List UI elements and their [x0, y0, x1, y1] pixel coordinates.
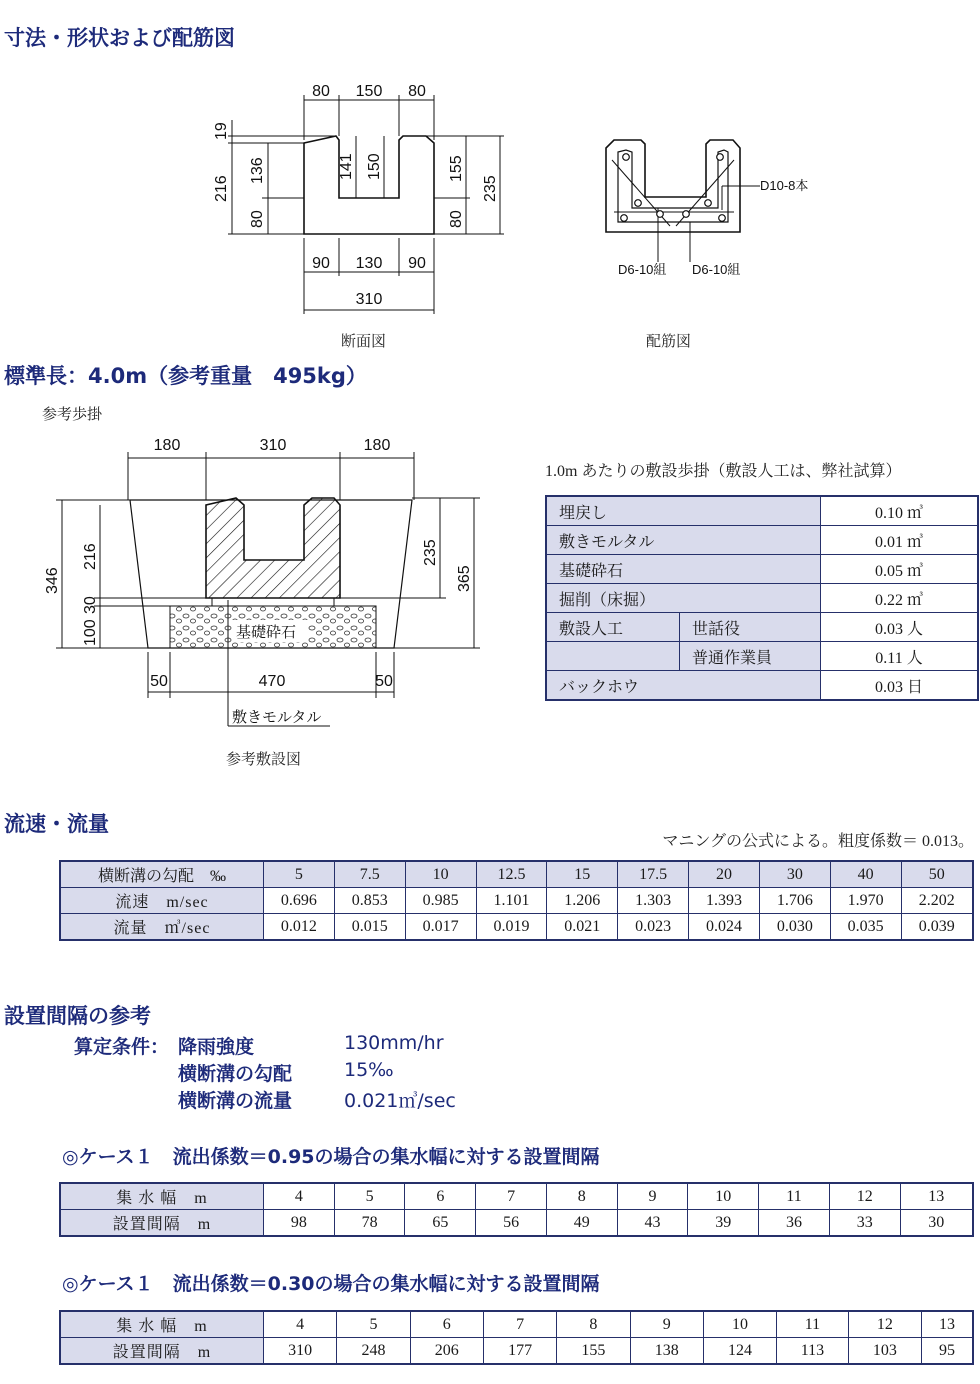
case1-width-cell: 13: [900, 1183, 973, 1210]
table-row: [60, 914, 973, 941]
left-dim-80: 80: [249, 210, 266, 228]
condition-value: 130mm/hr: [344, 1032, 444, 1054]
case2-width-cell: 5: [337, 1311, 410, 1338]
case1-width-cell: 8: [546, 1183, 617, 1210]
rebar-d10-label: D10-8本: [760, 178, 809, 193]
right-dim-155: 155: [448, 155, 465, 182]
bottom-dim-1: 90: [312, 255, 330, 272]
slope-cell: 17.5: [618, 861, 689, 888]
work-sublabel: 普通作業員: [680, 642, 821, 671]
interval-title: 設置間隔の参考: [4, 1004, 151, 1028]
case1-width-cell: 9: [617, 1183, 688, 1210]
install-bottom-dim-1: 50: [150, 673, 168, 690]
case1-width-cell: 5: [334, 1183, 405, 1210]
work-sublabel: 世話役: [680, 613, 821, 642]
table-row: [546, 642, 978, 671]
right-dim-80: 80: [448, 210, 465, 228]
install-left-dim-346: 346: [44, 567, 61, 594]
slope-cell: 7.5: [334, 861, 405, 888]
discharge-cell: 0.021: [547, 914, 618, 941]
discharge-cell: 0.024: [689, 914, 760, 941]
discharge-cell: 0.015: [334, 914, 405, 941]
cross-section-drawing: [200, 70, 520, 320]
work-label: 敷設人工: [546, 613, 680, 642]
rebar-caption: 配筋図: [646, 332, 692, 350]
case1-interval-cell: 43: [617, 1210, 688, 1237]
case1-interval-cell: 78: [334, 1210, 405, 1237]
case1-width-cell: 10: [688, 1183, 759, 1210]
velocity-cell: 1.303: [618, 888, 689, 914]
install-drawing: [30, 430, 500, 730]
case2-interval-cell: 113: [777, 1338, 849, 1365]
case2-width-cell: 12: [848, 1311, 921, 1338]
install-right-dim-235: 235: [422, 539, 439, 566]
mortar-label: 敷きモルタル: [232, 709, 322, 726]
discharge-cell: 0.019: [476, 914, 547, 941]
case2-interval-cell: 124: [703, 1338, 776, 1365]
table-row: [60, 1210, 973, 1237]
table-row: [60, 1338, 973, 1365]
case1-width-label: 集 水 幅 m: [60, 1183, 264, 1210]
velocity-cell: 1.101: [476, 888, 547, 914]
flow-header-label: 横断溝の勾配 ‰: [60, 861, 264, 888]
right-dim-235: 235: [482, 175, 499, 202]
case1-width-cell: 6: [405, 1183, 476, 1210]
work-value: 0.03 日: [821, 671, 979, 701]
inner-dim-141: 141: [338, 153, 355, 180]
top-dim-3: 80: [408, 83, 426, 100]
install-top-dim-2: 310: [259, 437, 287, 454]
case1-width-cell: 4: [264, 1183, 335, 1210]
slope-cell: 10: [405, 861, 476, 888]
install-right-dim-365: 365: [456, 565, 473, 592]
install-caption: 参考敷設図: [226, 750, 302, 768]
case2-interval-cell: 177: [483, 1338, 556, 1365]
work-value: 0.11 人: [821, 642, 979, 671]
case1-width-cell: 7: [476, 1183, 547, 1210]
case2-width-label: 集 水 幅 m: [60, 1311, 264, 1338]
discharge-cell: 0.030: [759, 914, 830, 941]
case2-table: [59, 1310, 974, 1365]
rebar-d6-right-label: D6-10組: [692, 262, 741, 277]
case1-interval-cell: 56: [476, 1210, 547, 1237]
install-left-dim-30: 30: [82, 596, 99, 614]
case1-interval-cell: 39: [688, 1210, 759, 1237]
top-dim-1: 80: [312, 83, 330, 100]
dimensions-title: 寸法・形状および配筋図: [4, 26, 235, 50]
table-row: [60, 1311, 973, 1338]
slope-cell: 20: [689, 861, 760, 888]
case2-width-cell: 8: [557, 1311, 630, 1338]
case1-interval-cell: 49: [546, 1210, 617, 1237]
slope-cell: 12.5: [476, 861, 547, 888]
case1-interval-cell: 65: [405, 1210, 476, 1237]
work-label: バックホウ: [546, 671, 821, 701]
table-row: [546, 555, 978, 584]
discharge-cell: 0.035: [830, 914, 901, 941]
left-dim-216: 216: [213, 175, 230, 202]
cross-section-caption: 断面図: [341, 332, 387, 350]
table-row: [60, 1183, 973, 1210]
velocity-cell: 1.393: [689, 888, 760, 914]
flow-table: [59, 860, 974, 941]
case1-interval-label: 設置間隔 m: [60, 1210, 264, 1237]
case2-width-cell: 13: [922, 1311, 973, 1338]
case1-table: [59, 1182, 974, 1237]
work-value: 0.22 ㎥: [821, 584, 979, 613]
install-bottom-dim-2: 470: [258, 673, 286, 690]
install-left-dim-216: 216: [82, 543, 99, 570]
velocity-cell: 2.202: [901, 888, 973, 914]
case1-width-cell: 12: [829, 1183, 900, 1210]
inner-dim-150: 150: [366, 153, 383, 180]
work-label: 掘削（床掘）: [546, 584, 821, 613]
case1-width-cell: 11: [759, 1183, 830, 1210]
standard-length: 標準長：4.0m（参考重量 495kg）: [4, 364, 367, 388]
case2-width-cell: 4: [264, 1311, 337, 1338]
velocity-cell: 1.206: [547, 888, 618, 914]
discharge-cell: 0.023: [618, 914, 689, 941]
case2-interval-cell: 95: [922, 1338, 973, 1365]
flow-note: マニングの公式による。粗度係数＝ 0.013。: [662, 833, 974, 850]
velocity-cell: 1.706: [759, 888, 830, 914]
case1-interval-cell: 98: [264, 1210, 335, 1237]
table-row: [546, 584, 978, 613]
condition-name: 降雨強度: [178, 1036, 255, 1058]
case2-width-cell: 11: [777, 1311, 849, 1338]
table-row: [546, 526, 978, 555]
rebar-d6-left-label: D6-10組: [618, 262, 667, 277]
install-bottom-dim-3: 50: [375, 673, 393, 690]
bottom-dim-2: 130: [355, 255, 383, 272]
width-total: 310: [355, 291, 383, 308]
case2-interval-cell: 155: [557, 1338, 630, 1365]
case2-interval-cell: 138: [630, 1338, 703, 1365]
work-label: 埋戻し: [546, 496, 821, 526]
slope-cell: 50: [901, 861, 973, 888]
case1-interval-cell: 30: [900, 1210, 973, 1237]
case2-interval-cell: 206: [410, 1338, 483, 1365]
left-dim-19: 19: [213, 122, 230, 140]
case2-interval-cell: 248: [337, 1338, 410, 1365]
case1-interval-cell: 36: [759, 1210, 830, 1237]
condition-value: 15‰: [344, 1059, 394, 1081]
work-label: [546, 642, 680, 671]
discharge-cell: 0.017: [405, 914, 476, 941]
bottom-dim-3: 90: [408, 255, 426, 272]
work-value: 0.01 ㎥: [821, 526, 979, 555]
work-value: 0.10 ㎥: [821, 496, 979, 526]
case1-interval-cell: 33: [829, 1210, 900, 1237]
ref-label: 参考歩掛: [42, 405, 103, 423]
left-dim-136: 136: [249, 157, 266, 184]
case2-interval-cell: 310: [264, 1338, 337, 1365]
install-top-dim-1: 180: [153, 437, 181, 454]
work-value: 0.03 人: [821, 613, 979, 642]
case2-width-cell: 9: [630, 1311, 703, 1338]
case2-interval-cell: 103: [848, 1338, 921, 1365]
case2-interval-label: 設置間隔 m: [60, 1338, 264, 1365]
install-top-dim-3: 180: [363, 437, 391, 454]
table-row: [546, 671, 978, 701]
condition-name: 横断溝の勾配: [178, 1063, 293, 1085]
velocity-label: 流速 m/sec: [60, 888, 264, 914]
table-row: [60, 861, 973, 888]
install-left-dim-100: 100: [82, 619, 99, 646]
slope-cell: 15: [547, 861, 618, 888]
velocity-cell: 0.696: [264, 888, 335, 914]
conditions-label: 算定条件：: [74, 1036, 170, 1058]
case2-width-cell: 7: [483, 1311, 556, 1338]
condition-value: 0.021㎥/sec: [344, 1090, 456, 1112]
discharge-label: 流量 ㎥/sec: [60, 914, 264, 941]
velocity-cell: 1.970: [830, 888, 901, 914]
case1-title: ◎ケース１ 流出係数＝0.95の場合の集水幅に対する設置間隔: [62, 1146, 600, 1168]
case2-title: ◎ケース１ 流出係数＝0.30の場合の集水幅に対する設置間隔: [62, 1273, 600, 1295]
gravel-label: 基礎砕石: [236, 624, 297, 641]
velocity-cell: 0.853: [334, 888, 405, 914]
case2-width-cell: 10: [703, 1311, 776, 1338]
table-row: [60, 888, 973, 914]
slope-cell: 5: [264, 861, 335, 888]
case2-width-cell: 6: [410, 1311, 483, 1338]
work-table: [545, 495, 979, 701]
rebar-drawing: [590, 130, 830, 280]
discharge-cell: 0.012: [264, 914, 335, 941]
work-label: 基礎砕石: [546, 555, 821, 584]
work-label: 敷きモルタル: [546, 526, 821, 555]
table-row: [546, 613, 978, 642]
table-row: [546, 496, 978, 526]
velocity-cell: 0.985: [405, 888, 476, 914]
work-value: 0.05 ㎥: [821, 555, 979, 584]
slope-cell: 30: [759, 861, 830, 888]
top-dim-2: 150: [355, 83, 383, 100]
condition-name: 横断溝の流量: [178, 1090, 293, 1112]
work-table-title: 1.0m あたりの敷設歩掛（敷設人工は、弊社試算）: [545, 463, 902, 480]
discharge-cell: 0.039: [901, 914, 973, 941]
slope-cell: 40: [830, 861, 901, 888]
flow-title: 流速・流量: [4, 812, 109, 836]
